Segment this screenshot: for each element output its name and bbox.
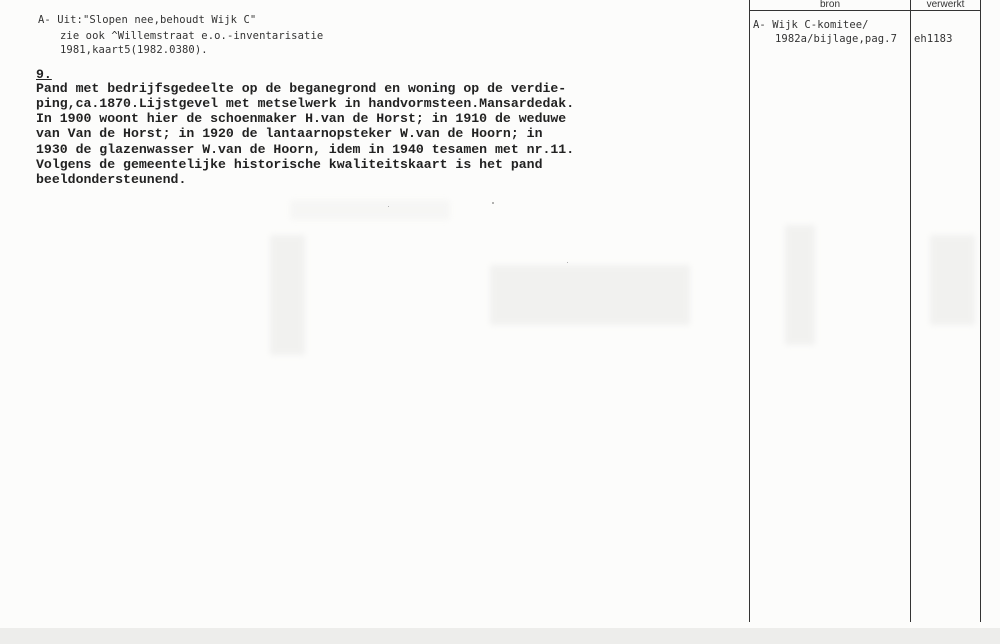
entry-text-line: van Van de Horst; in 1920 de lantaarnopsteker W.van de Hoorn; in xyxy=(36,126,543,141)
paper-speck xyxy=(492,202,494,204)
table-header-rule xyxy=(749,10,981,11)
reference-note-line-2: zie ook ^Willemstraat e.o.-inventarisatie xyxy=(60,30,324,42)
entry-text-line: beeldondersteunend. xyxy=(36,172,187,187)
bleed-through-mark xyxy=(290,200,450,220)
scan-bottom-edge xyxy=(0,628,1000,644)
column-rule-right xyxy=(980,0,981,622)
verwerkt-code: eh1183 xyxy=(914,33,953,45)
bleed-through-mark xyxy=(490,265,690,325)
entry-text-line: In 1900 woont hier de schoenmaker H.van de Horst; in 1910 de weduwe xyxy=(36,111,567,126)
entry-text-line: 1930 de glazenwasser W.van de Hoorn, idem in 1940 tesamen met nr.11. xyxy=(36,142,575,157)
bleed-through-mark xyxy=(785,225,815,345)
bleed-through-mark xyxy=(930,235,975,325)
bleed-through-mark xyxy=(270,235,305,355)
paper-speck xyxy=(388,206,389,207)
column-rule-left xyxy=(749,0,750,622)
entry-text-line: ping,ca.1870.Lijstgevel met metselwerk in handvormsteen.Mansardedak. xyxy=(36,96,575,111)
reference-note-line-3: 1981,kaart5(1982.0380). xyxy=(60,44,208,56)
source-line-1: A- Wijk C-komitee/ xyxy=(753,19,869,31)
paper-speck xyxy=(567,262,568,263)
column-header-bron: bron xyxy=(819,0,840,10)
entry-text-line: Volgens de gemeentelijke historische kwaliteitskaart is het pand xyxy=(36,157,543,172)
entry-text-line: Pand met bedrijfsgedeelte op de beganegrond en woning op de verdie- xyxy=(36,81,567,96)
column-rule-middle xyxy=(910,0,911,622)
entry-number: 9. xyxy=(36,67,52,82)
reference-note-line-1: A- Uit:"Slopen nee,behoudt Wijk C" xyxy=(38,14,257,26)
source-line-2: 1982a/bijlage,pag.7 xyxy=(775,33,898,45)
column-header-verwerkt: verwerkt xyxy=(926,0,965,10)
